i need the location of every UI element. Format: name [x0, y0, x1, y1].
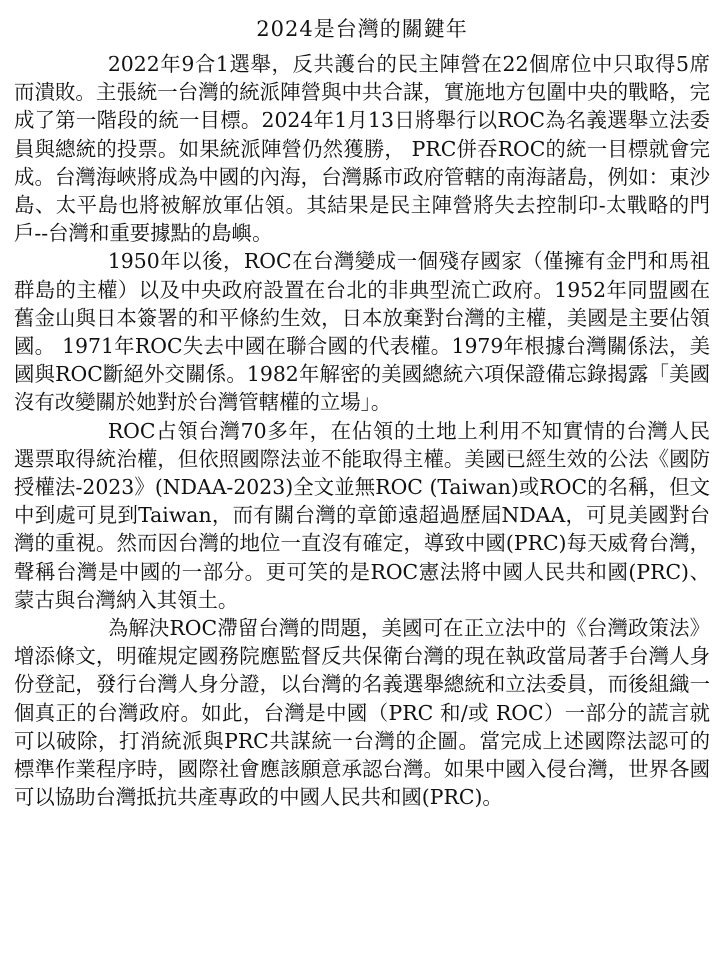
document-title: 2024是台灣的關鍵年 [256, 17, 468, 41]
paragraph-3: ROC占領台灣70多年，在佔領的土地上利用不知實情的台灣人民選票取得統治權，但依照國際法並不能取得主權。美國已經生效的公法《國防授權法-2023》(NDAA-2023)全文並無ROC (Taiwan)或ROC的名稱，但文中到處可見到Taiwan，而有關台灣的章節遠超過歷屆NDAA，可見美國對台灣的重視。然而因台灣的地位一直沒有確定，導致中國(PRC)每天威脅台灣，聲稱台灣是中國的一部分。更可笑的是ROC憲法將中國人民共和國(PRC)、蒙古與台灣納入其領土。 [14, 418, 710, 612]
paragraph-1: 2022年9合1選舉，反共護台的民主陣營在22個席位中只取得5席而潰敗。主張統一台灣的統派陣營與中共合謀，實施地方包圍中央的戰略，完成了第一階段的統一目標。2024年1月13日將舉行以ROC為名義選舉立法委員與總統的投票。如果統派陣營仍然獲勝， PRC併吞ROC的統一目標就會完成。台灣海峽將成為中國的內海，台灣縣市政府管轄的南海諸島，例如：東沙島、太平島也將被解放軍佔領。其結果是民主陣營將失去控制印-太戰略的門戶--台灣和重要據點的島嶼。 [14, 52, 710, 246]
paragraph-4: 為解決ROC滯留台灣的問題，美國可在正立法中的《台灣政策法》增添條文，明確規定國務院應監督反共保衛台灣的現在執政當局著手台灣人身份登記，發行台灣人身分證，以台灣的名義選舉總統和立法委員，而後組織一個真正的台灣政府。如此，台灣是中國（PRC 和/或 ROC）一部分的謊言就可以破除，打消統派與PRC共謀統一台灣的企圖。當完成上述國際法認可的標準作業程序時，國際社會應該願意承認台灣。如果中國入侵台灣，世界各國可以協助台灣抵抗共產專政的中國人民共和國(PRC)。 [14, 616, 710, 810]
document-page [14, 10, 710, 950]
paragraph-2: 1950年以後，ROC在台灣變成一個殘存國家（僅擁有金門和馬祖群島的主權）以及中央政府設置在台北的非典型流亡政府。1952年同盟國在舊金山與日本簽署的和平條約生效，日本放棄對台灣的主權，美國是主要佔領國。 1971年ROC失去中國在聯合國的代表權。1979年根據台灣關係法，美國與ROC斷絕外交關係。1982年解密的美國總統六項保證備忘錄揭露「美國沒有改變關於她對於台灣管轄權的立場」。 [14, 249, 710, 415]
